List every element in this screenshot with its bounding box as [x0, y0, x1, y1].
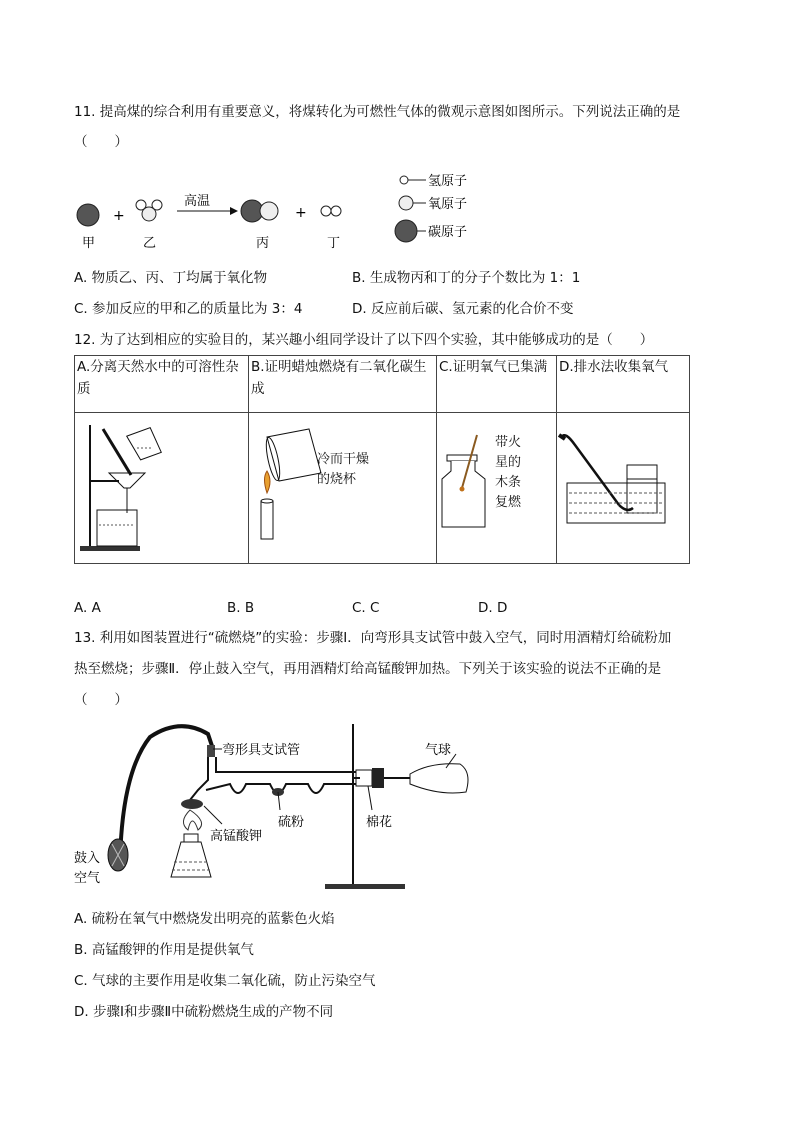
plus-sign: + [295, 205, 307, 221]
q12-experiment-table [74, 355, 690, 564]
q12-figure-d [557, 413, 690, 564]
label-tube: 弯形具支试管 [222, 743, 301, 758]
oxygen-atom-icon [260, 202, 278, 220]
q13-option-b: B. 高锰酸钾的作用是提供氧气 [74, 942, 254, 958]
legend-oxygen-icon [399, 196, 413, 210]
q12-figure-b [249, 413, 437, 564]
hydrogen-atom-icon [152, 200, 162, 210]
q11-label-jia: 甲 [82, 236, 96, 251]
label-sulfur: 硫粉 [278, 815, 305, 830]
q12-header-b: B.证明蜡烛燃烧有二氧化碳生 成 [249, 356, 437, 413]
q12-b-caption-1: 冷而干燥 [317, 452, 370, 467]
q12-header-d: D.排水法收集氧气 [557, 356, 690, 413]
legend-carbon: 碳原子 [428, 225, 468, 240]
q12-option-c: C. C [352, 600, 380, 616]
q13-stem-line1: 13. 利用如图装置进行“硫燃烧”的实验：步骤Ⅰ．向弯形具支试管中鼓入空气，同时用酒精灯给硫粉加 [74, 630, 672, 646]
label-pump-1: 鼓入 [74, 851, 101, 866]
legend-oxygen: 氧原子 [428, 197, 468, 212]
q11-label-ding: 丁 [327, 236, 341, 251]
label-kmno4: 高锰酸钾 [210, 829, 263, 844]
q12-option-d: D. D [478, 600, 508, 616]
q11-option-a: A. 物质乙、丙、丁均属于氧化物 [74, 270, 268, 286]
q12-header-a: A.分离天然水中的可溶性杂 质 [75, 356, 249, 413]
q11-option-c: C. 参加反应的甲和乙的质量比为 3：4 [74, 301, 303, 317]
q12-header-c: C.证明氧气已集满 [437, 356, 557, 413]
q11-option-d: D. 反应前后碳、氢元素的化合价不变 [352, 301, 574, 317]
hydrogen-atom-icon [321, 206, 331, 216]
q13-option-d: D. 步骤Ⅰ和步骤Ⅱ中硫粉燃烧生成的产物不同 [74, 1004, 334, 1020]
q11-label-bing: 丙 [256, 236, 270, 251]
q12-b-caption-2: 的烧杯 [317, 472, 357, 487]
hydrogen-atom-icon [136, 200, 146, 210]
q11-label-yi: 乙 [143, 236, 157, 251]
q12-c-caption: 带火 星的 木条 复燃 [495, 435, 522, 510]
legend-hydrogen: 氢原子 [428, 174, 468, 189]
q11-option-b: B. 生成物丙和丁的分子个数比为 1：1 [352, 270, 581, 286]
hydrogen-atom-icon [331, 206, 341, 216]
q12-option-a: A. A [74, 600, 101, 616]
filtration-apparatus [75, 413, 248, 556]
carbon-atom-icon [77, 204, 99, 226]
q12-figure-c [437, 413, 557, 564]
q13-option-a: A. 硫粉在氧气中燃烧发出明亮的蓝紫色火焰 [74, 911, 335, 927]
q13-stem-line2: 热至燃烧；步骤Ⅱ．停止鼓入空气，再用酒精灯给高锰酸钾加热。下列关于该实验的说法不正确的是 [74, 661, 662, 677]
q11-answer-paren: （ ） [74, 134, 128, 150]
q13-answer-paren: （ ） [74, 692, 128, 708]
q11-reaction-diagram [70, 165, 490, 255]
q12-option-b: B. B [227, 600, 255, 616]
legend-hydrogen-icon [400, 176, 408, 184]
q12-figure-a [75, 413, 249, 564]
label-cotton: 棉花 [366, 815, 393, 830]
label-pump-2: 空气 [74, 871, 101, 886]
label-balloon: 气球 [425, 743, 452, 758]
water-displacement-apparatus [557, 413, 689, 556]
q11-condition: 高温 [184, 194, 211, 209]
q12-stem: 12. 为了达到相应的实验目的，某兴趣小组同学设计了以下四个实验，其中能够成功的是（ ） [74, 332, 654, 348]
q11-stem: 11. 提高煤的综合利用有重要意义，将煤转化为可燃性气体的微观示意图如图所示。下列说法正确的是 [74, 104, 681, 120]
legend-carbon-icon [395, 220, 417, 242]
q13-sulfur-combustion-apparatus [70, 712, 490, 897]
q13-option-c: C. 气球的主要作用是收集二氧化硫，防止污染空气 [74, 973, 376, 989]
plus-sign: + [113, 208, 125, 224]
